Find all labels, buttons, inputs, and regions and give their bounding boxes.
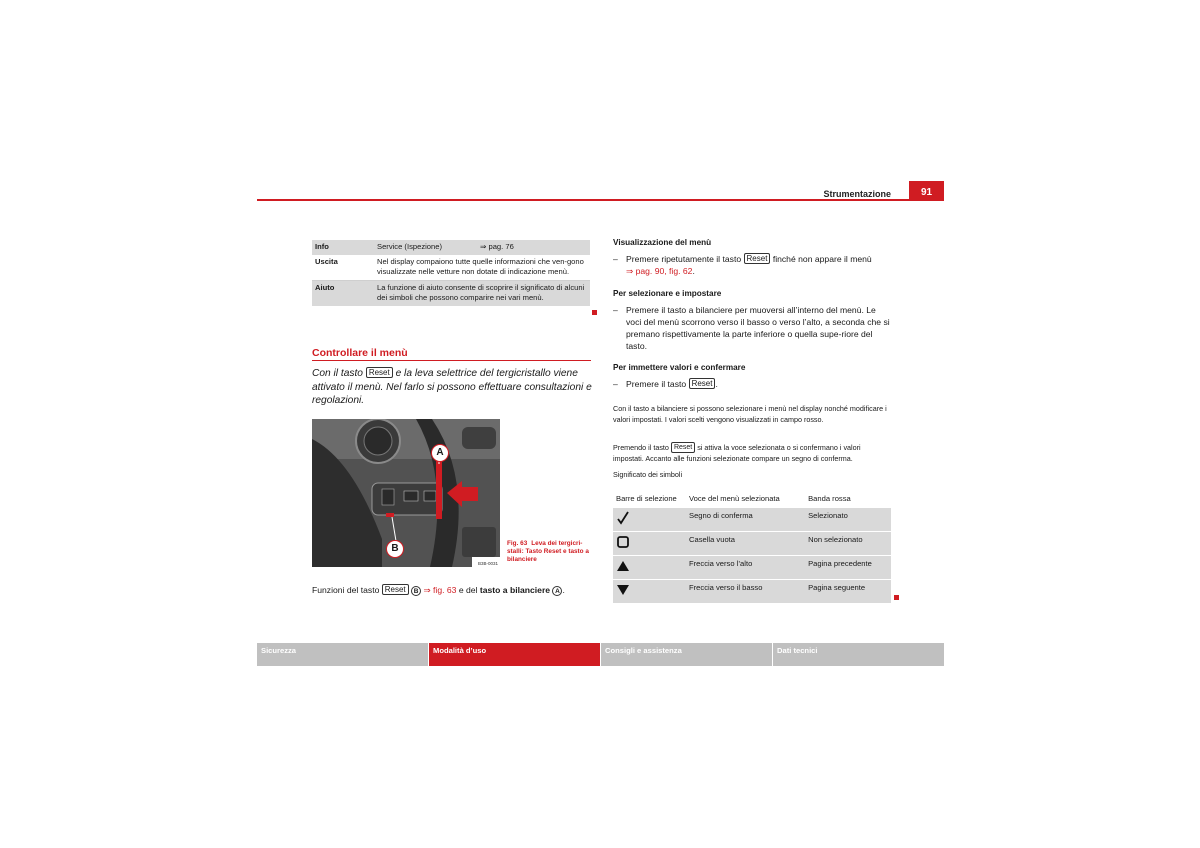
- figure-code: B3B-0031: [477, 561, 498, 566]
- section-intro: [312, 367, 592, 408]
- footer-tab-consigli[interactable]: Consigli e assistenza: [601, 643, 772, 666]
- table-row: [312, 240, 590, 255]
- heading-confirm: Per immettere valori e confermare: [613, 363, 746, 372]
- arrow-up-icon: [613, 555, 686, 579]
- bullet-menu-display: – Premere ripetutamente il tasto Reset finché non appare il menù ⇒ pag. 90, fig. 62.: [613, 254, 872, 276]
- paragraph-rocker: Con il tasto a bilanciere si possono selezionare i menù nel display nonché modificare i valori impostati. I valori scelti vengono visualizzati in campo rosso.: [613, 404, 887, 424]
- footer-tab-sicurezza[interactable]: Sicurezza: [257, 643, 428, 666]
- reset-key-label: Reset: [382, 584, 409, 595]
- empty-box-icon: [613, 531, 686, 555]
- label-b-marker: B: [411, 586, 421, 596]
- table-cell: Non selezionato: [805, 531, 891, 555]
- symbols-table: [613, 491, 891, 603]
- figure-caption: [507, 540, 591, 564]
- paragraph-text: si attiva la voce selezionata o si confermano i valori impostati. Accanto alle funzioni selezionate compare un segno di conferma.: [613, 443, 861, 463]
- table-value: [374, 240, 590, 255]
- table-cell: Segno di conferma: [686, 507, 805, 531]
- table-row: [613, 531, 891, 555]
- steering-lever-illustration: [312, 419, 500, 567]
- functions-text: Funzioni del tasto: [312, 585, 380, 595]
- steering-lever-figure: [312, 419, 500, 567]
- section-end-mark: [592, 310, 597, 315]
- column-header: Banda rossa: [805, 491, 891, 507]
- header-rule: [257, 199, 944, 201]
- heading-menu-display: Visualizzazione del menù: [613, 238, 712, 247]
- table-cell: Freccia verso l’alto: [686, 555, 805, 579]
- figure-ref-link[interactable]: ⇒ fig. 63: [423, 585, 457, 595]
- table-value-text: Service (Ispezione): [377, 242, 442, 251]
- table-row: [613, 579, 891, 603]
- functions-line: Funzioni del tasto Reset B ⇒ fig. 63 e del tasto a bilanciere A .: [312, 585, 565, 595]
- figure-caption-text: Leva dei tergicri-stalli: Tasto Reset e tasto a bilanciere: [507, 540, 589, 563]
- reset-key-label: Reset: [671, 442, 695, 453]
- info-table: [312, 240, 590, 306]
- reset-key-label: Reset: [366, 367, 393, 378]
- reset-key-label: Reset: [744, 253, 771, 264]
- arrow-down-icon: [613, 579, 686, 603]
- heading-select: Per selezionare e impostare: [613, 289, 722, 298]
- page-number: 91: [909, 181, 944, 200]
- paragraph-reset: [613, 442, 893, 464]
- table-header-row: [613, 491, 891, 507]
- table-cell: Pagina precedente: [805, 555, 891, 579]
- page-ref-link[interactable]: ⇒ pag. 76: [480, 242, 514, 251]
- footer-tab-dati-tecnici[interactable]: Dati tecnici: [773, 643, 944, 666]
- paragraph-text: Premendo il tasto: [613, 443, 669, 452]
- table-cell: Pagina seguente: [805, 579, 891, 603]
- section-end-mark: [894, 595, 899, 600]
- table-value: La funzione di aiuto consente di scoprire il significato di alcuni dei simboli che possono comparire nei vari menù.: [374, 280, 590, 306]
- table-key: Uscita: [312, 255, 374, 281]
- table-row: [613, 555, 891, 579]
- figure-label-a: A: [431, 444, 449, 462]
- header-section-title: Strumentazione: [823, 189, 891, 199]
- footer-tab-modalita-uso[interactable]: Modalità d’uso: [429, 643, 600, 666]
- bullet-text: finché non appare il menù: [772, 254, 872, 264]
- intro-text: e la leva selettrice del tergicristallo viene attivato il menù. Nel farlo si possono effettuare consultazioni e regolazioni.: [312, 368, 592, 406]
- check-icon: [613, 507, 686, 531]
- bullet-text: Premere ripetutamente il tasto: [626, 254, 742, 264]
- symbols-title: Significato dei simboli: [613, 470, 683, 479]
- table-key: Aiuto: [312, 280, 374, 306]
- bullet-text: Premere il tasto: [626, 379, 687, 389]
- bullet-select: – Premere il tasto a bilanciere per muoversi all’interno del menù. Le voci del menù scorrono verso il basso o verso l’alto, a seconda che si premano rispettivamente la parte inferiore o quella supe-riore del tasto.: [613, 304, 893, 352]
- functions-text: e del: [458, 585, 478, 595]
- bullet-text: Premere il tasto a bilanciere per muoversi all’interno del menù. Le voci del menù scorrono verso il basso o verso l’alto, a seconda che si premano rispettivamente la parte inferiore o quella supe-riore del tasto.: [626, 305, 890, 351]
- page-ref-link[interactable]: ⇒ pag. 90, fig. 62: [626, 266, 693, 276]
- table-row: [312, 280, 590, 306]
- table-row: [613, 507, 891, 531]
- table-cell: Freccia verso il basso: [686, 579, 805, 603]
- table-cell: Selezionato: [805, 507, 891, 531]
- column-header: Barre di selezione: [613, 491, 686, 507]
- rocker-key-label: tasto a bilanciere: [479, 585, 551, 595]
- table-value: Nel display compaiono tutte quelle informazioni che ven-gono visualizzate nelle vetture non dotate di indicazione menù.: [374, 255, 590, 281]
- table-key: Info: [312, 240, 374, 255]
- figure-number: Fig. 63: [507, 540, 528, 547]
- reset-key-label: Reset: [689, 378, 716, 389]
- section-title: Controllare il menù: [312, 347, 408, 359]
- table-cell: Casella vuota: [686, 531, 805, 555]
- label-a-marker: A: [552, 586, 562, 596]
- section-rule: [312, 360, 591, 361]
- table-row: [312, 255, 590, 281]
- bullet-confirm: – Premere il tasto Reset .: [613, 379, 718, 389]
- figure-label-b: B: [386, 540, 404, 558]
- intro-text: Con il tasto: [312, 368, 363, 379]
- column-header: Voce del menù selezionata: [686, 491, 805, 507]
